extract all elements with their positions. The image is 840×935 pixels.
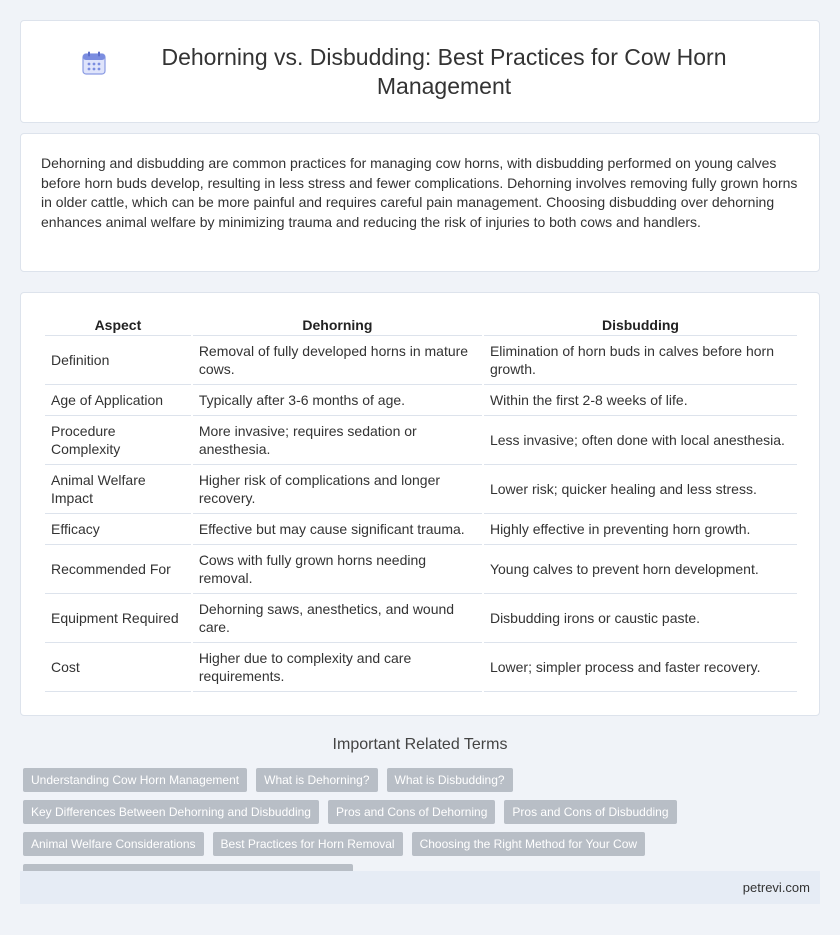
intro-card: [20, 133, 820, 272]
row-dehorning: Effective but may cause significant trauma.: [193, 514, 482, 545]
row-dehorning: Higher risk of complications and longer recovery.: [193, 465, 482, 514]
related-term-link[interactable]: Choosing the Right Method for Your Cow: [412, 832, 645, 856]
footer-site-link[interactable]: petrevi.com: [742, 880, 810, 895]
title-card: [20, 20, 820, 123]
row-aspect: Cost: [45, 643, 191, 692]
related-term-link[interactable]: Pros and Cons of Disbudding: [504, 800, 676, 824]
table-row: [45, 545, 797, 594]
page-title: Dehorning vs. Disbudding: Best Practices for Cow Horn Management: [161, 43, 727, 99]
row-dehorning: More invasive; requires sedation or anesthesia.: [193, 416, 482, 465]
row-aspect: Procedure Complexity: [45, 416, 191, 465]
table-header-row: [45, 313, 797, 336]
related-term-link[interactable]: Best Practices for Horn Removal: [213, 832, 403, 856]
calendar-icon: [81, 50, 107, 76]
footer: [20, 871, 820, 904]
related-term-link[interactable]: Pros and Cons of Dehorning: [328, 800, 495, 824]
title-wrap: [81, 43, 759, 101]
table-row: [45, 594, 797, 643]
row-disbudding: Within the first 2-8 weeks of life.: [484, 385, 797, 416]
row-dehorning: Dehorning saws, anesthetics, and wound care.: [193, 594, 482, 643]
row-aspect: Age of Application: [45, 385, 191, 416]
row-aspect: Recommended For: [45, 545, 191, 594]
row-disbudding: Lower risk; quicker healing and less stress.: [484, 465, 797, 514]
related-term-link[interactable]: Animal Welfare Considerations: [23, 832, 204, 856]
row-disbudding: Lower; simpler process and faster recovery.: [484, 643, 797, 692]
row-dehorning: Cows with fully grown horns needing removal.: [193, 545, 482, 594]
intro-paragraph: Dehorning and disbudding are common practices for managing cow horns, with disbudding performed on young calves before horn buds develop, resulting in less stress and fewer complications. Dehorning involves removing fully grown horns in older cattle, which can be more painful and requires careful pain management. Choosing disbudding over dehorning enhances animal welfare by minimizing trauma and reducing the risk of injuries to both cows and handlers.: [41, 155, 798, 230]
related-term-link[interactable]: Understanding Cow Horn Management: [23, 768, 247, 792]
row-aspect: Efficacy: [45, 514, 191, 545]
comparison-table: [43, 313, 799, 692]
row-disbudding: Disbudding irons or caustic paste.: [484, 594, 797, 643]
row-aspect: Equipment Required: [45, 594, 191, 643]
row-disbudding: Less invasive; often done with local anesthesia.: [484, 416, 797, 465]
row-disbudding: Young calves to prevent horn development.: [484, 545, 797, 594]
header-aspect: Aspect: [45, 313, 191, 336]
row-disbudding: Highly effective in preventing horn growth.: [484, 514, 797, 545]
table-row: [45, 336, 797, 385]
table-row: [45, 514, 797, 545]
related-term-link[interactable]: What is Dehorning?: [256, 768, 377, 792]
comparison-table-card: [20, 292, 820, 716]
row-disbudding: Elimination of horn buds in calves before horn growth.: [484, 336, 797, 385]
header-dehorning: Dehorning: [193, 313, 482, 336]
row-dehorning: Higher due to complexity and care requirements.: [193, 643, 482, 692]
table-row: [45, 416, 797, 465]
related-term-link[interactable]: Key Differences Between Dehorning and Disbudding: [23, 800, 319, 824]
header-disbudding: Disbudding: [484, 313, 797, 336]
related-term-link[interactable]: What is Disbudding?: [387, 768, 513, 792]
row-aspect: Animal Welfare Impact: [45, 465, 191, 514]
row-dehorning: Typically after 3-6 months of age.: [193, 385, 482, 416]
row-dehorning: Removal of fully developed horns in mature cows.: [193, 336, 482, 385]
table-row: [45, 385, 797, 416]
related-terms-heading: Important Related Terms: [332, 736, 508, 753]
table-row: [45, 643, 797, 692]
row-aspect: Definition: [45, 336, 191, 385]
table-row: [45, 465, 797, 514]
